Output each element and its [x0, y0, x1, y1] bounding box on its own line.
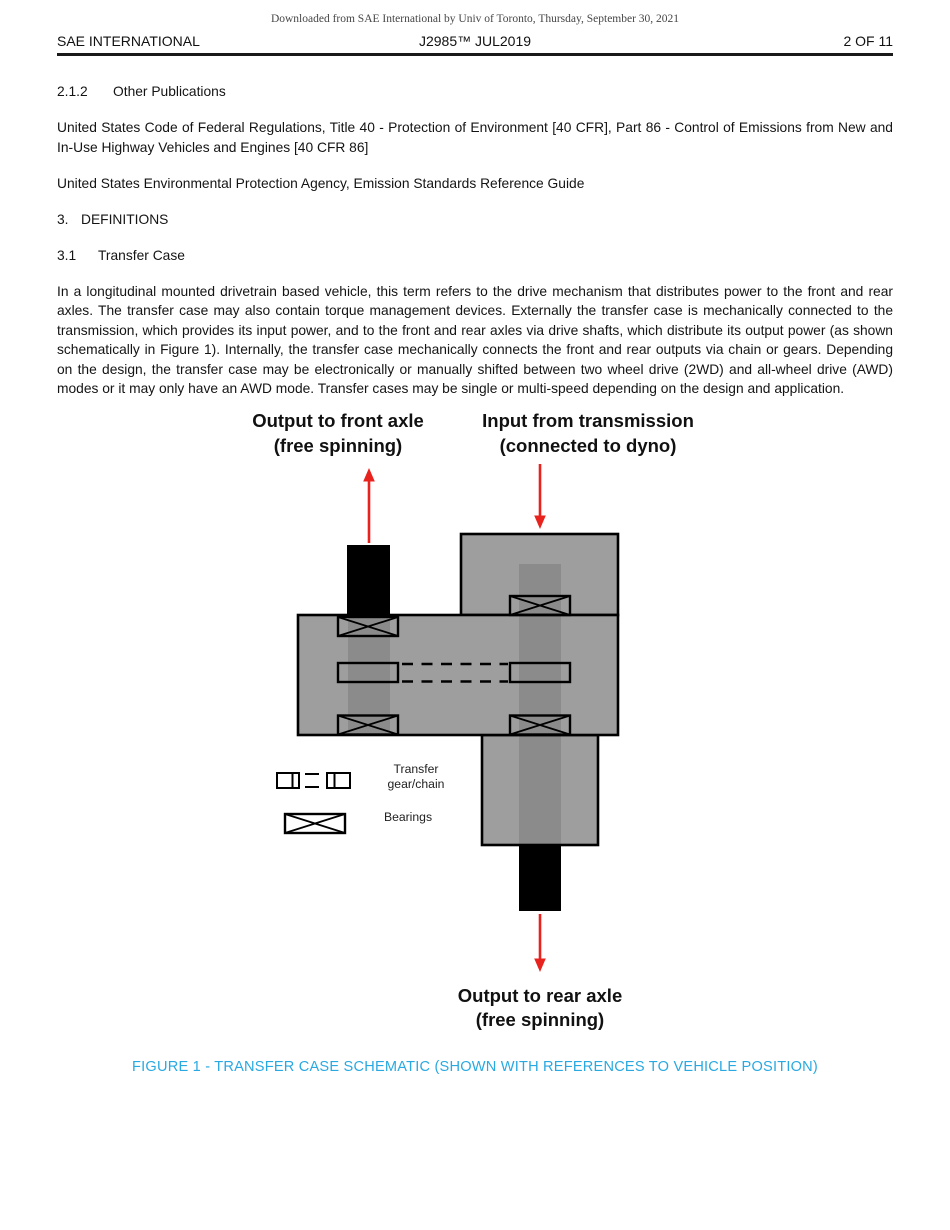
header-publisher: SAE INTERNATIONAL	[57, 33, 200, 49]
section-title: Other Publications	[113, 84, 226, 99]
label-rear-axle-line1: Output to rear axle	[457, 984, 623, 1006]
header-page-number: 2 OF 11	[843, 33, 894, 49]
front-output-arrow	[363, 468, 375, 543]
rear-housing	[482, 735, 598, 845]
label-input-transmission	[438, 408, 738, 458]
paragraph-transfer-case: In a longitudinal mounted drivetrain based vehicle, this term refers to the drive mechanism that distributes power to the front and rear axles. The transfer case may also contain torque management devices. Externally the transfer case is mechanically connected to the transmission, which provides its input power, and to the front and rear axles via drive shafts, which distribute its output power (as shown schematically in Figure 1). Internally, the transfer case mechanically connects the front and rear outputs via chain or gears. Depending on the design, the transfer case may be electronically or manually shifted between two wheel drive (2WD) and all-wheel drive (AWD) modes or it may only have an AWD mode. Transfer cases may be single or multi-speed depending on the design and application.	[57, 283, 893, 396]
section-heading-other-publications	[57, 82, 893, 102]
section-title: Transfer Case	[98, 247, 185, 263]
section-number: 3.1	[57, 247, 77, 263]
label-front-axle-line2: (free spinning)	[273, 434, 403, 456]
rear-output-shaft	[519, 845, 561, 911]
label-front-axle-line1: Output to front axle	[252, 409, 424, 431]
section-number: 2.1.2	[57, 84, 88, 99]
section-number: 3.	[57, 211, 69, 227]
front-shaft-band	[348, 615, 390, 735]
header-document-number: J2985™ JUL2019	[418, 33, 532, 49]
arrow-up-head	[363, 468, 375, 482]
label-input-line2: (connected to dyno)	[499, 434, 677, 456]
legend-bearing-symbol	[285, 814, 345, 833]
section-heading-definitions	[57, 210, 893, 230]
page-header	[57, 33, 893, 49]
input-arrow	[534, 464, 546, 529]
paragraph-cfr: United States Code of Federal Regulations, Title 40 - Protection of Environment [40 CFR], Part 86 - Control of Emissions from New and In-Use Highway Vehicles and Engines [40 CFR 86]	[57, 120, 893, 155]
arrow-down-head	[534, 515, 546, 529]
main-rear-shaft-band	[519, 615, 561, 735]
section-heading-transfer-case	[57, 246, 893, 266]
figure-caption: FIGURE 1 - TRANSFER CASE SCHEMATIC (SHOWN WITH REFERENCES TO VEHICLE POSITION)	[132, 1058, 818, 1075]
watermark-text: Downloaded from SAE International by Univ of Toronto, Thursday, September 30, 2021	[270, 13, 680, 25]
label-input-line1: Input from transmission	[482, 409, 694, 431]
document-body	[0, 82, 950, 399]
header-rule	[57, 53, 893, 56]
legend-gear-chain-symbol	[277, 773, 350, 788]
front-output-shaft	[347, 545, 390, 615]
rear-output-arrow	[534, 914, 546, 972]
legend-bearing-label: Bearings	[383, 809, 433, 824]
input-shaft-band	[519, 564, 561, 615]
rear-shaft-band	[519, 735, 561, 845]
label-rear-axle-line2: (free spinning)	[475, 1008, 605, 1030]
legend-gear-label: Transfer gear/chain	[387, 761, 445, 791]
input-housing	[461, 534, 618, 615]
label-rear-axle	[390, 984, 690, 1032]
figure-transfer-case-schematic	[0, 402, 950, 1092]
paragraph-epa: United States Environmental Protection Agency, Emission Standards Reference Guide	[57, 175, 585, 191]
arrow-down-head	[534, 958, 546, 972]
section-title: DEFINITIONS	[81, 211, 169, 227]
